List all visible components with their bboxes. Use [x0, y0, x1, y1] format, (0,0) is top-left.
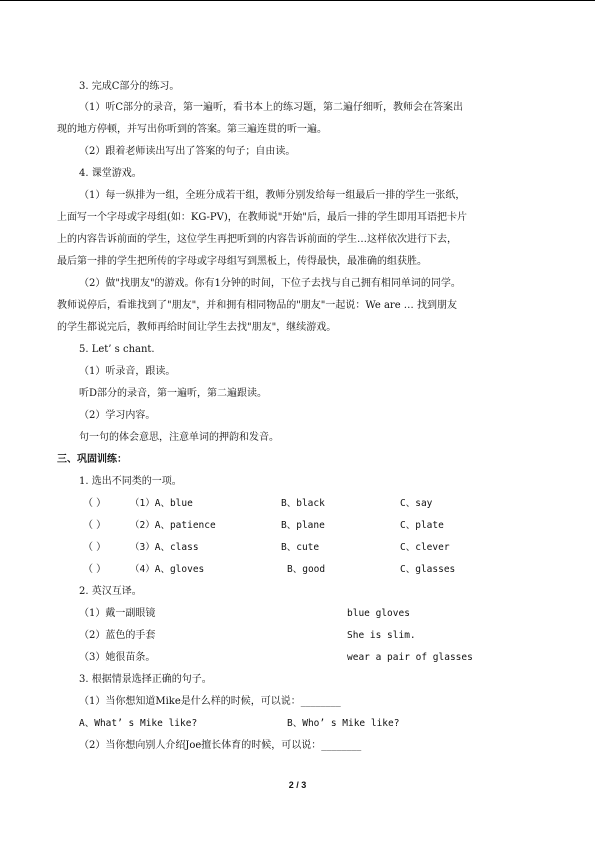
answer-blank[interactable]: （ ） [83, 542, 107, 553]
translate-right: blue gloves [347, 608, 410, 619]
option-c: C、say [400, 498, 433, 509]
page-number: 2 / 3 [288, 780, 307, 790]
option-c: C、clever [400, 542, 450, 553]
question-1-option-a: A、What’ s Mike like? [79, 718, 198, 729]
text-line: 教师说停后，看谁找到了"朋友"，并和拥有相同物品的"朋友"一起说：We are … 找到朋友 [57, 300, 457, 311]
section-heading: 三、巩固训练： [57, 454, 127, 465]
option-c: C、glasses [400, 564, 456, 575]
text-line: （1）每一纵排为一组，全班分成若干组，教师分别发给每一组最后一排的学生一张纸， [79, 190, 466, 201]
text-line: 1. 选出不同类的一项。 [79, 476, 182, 487]
text-line: 上的内容告诉前面的学生，这位学生再把听到的内容告诉前面的学生…这样依次进行下去， [57, 234, 457, 245]
text-line: （2）做"找朋友"的游戏。你有1分钟的时间，下位子去找与自己拥有相同单词的同学。 [79, 278, 461, 289]
question-1-option-b: B、Who’ s Mike like? [287, 718, 400, 729]
option-b: B、plane [281, 520, 325, 531]
text-line: （2）跟着老师读出写出了答案的句子；自由读。 [79, 146, 296, 157]
text-line: 3. 完成C部分的练习。 [79, 81, 180, 92]
option-b: B、cute [281, 542, 320, 553]
question-2: （2）当你想向别人介绍Joe擅长体育的时候，可以说：________ [79, 740, 362, 751]
text-line: 4. 课堂游戏。 [79, 168, 142, 179]
translate-right: wear a pair of glasses [347, 652, 473, 663]
text-line: （1）听录音，跟读。 [79, 366, 176, 377]
question-1: （1）当你想知道Mike是什么样的时候，可以说：________ [79, 696, 341, 707]
top-rule [0, 0, 595, 1]
text-line: （2）学习内容。 [79, 410, 156, 421]
option-a: （3）A、class [130, 542, 199, 553]
section-title: 2. 英汉互译。 [79, 586, 142, 597]
translate-left: （3）她很苗条。 [79, 652, 156, 663]
option-a: （4）A、gloves [130, 564, 205, 575]
text-line: 5. Let’ s chant. [79, 344, 155, 355]
option-a: （2）A、patience [130, 520, 216, 531]
text-line: 的学生都说完后，教师再给时间让学生去找"朋友"，继续游戏。 [57, 322, 337, 333]
section-title: 3. 根据情景选择正确的句子。 [79, 674, 212, 685]
text-line: （1）听C部分的录音，第一遍听，看书本上的练习题，第二遍仔细听，教师会在答案出 [79, 102, 464, 113]
translate-left: （1）戴一副眼镜 [79, 608, 156, 619]
text-line: 句一句的体会意思，注意单词的押韵和发音。 [79, 432, 279, 443]
text-line: 上面写一个字母或字母组(如：KG-PV)，在教师说"开始"后，最后一排的学生即用耳语把卡片 [57, 212, 467, 223]
translate-left: （2）蓝色的手套 [79, 630, 156, 641]
text-line: 最后第一排的学生把所传的字母或字母组写到黑板上，传得最快，最准确的组获胜。 [57, 256, 427, 267]
text-line: 现的地方停顿，并写出你听到的答案。第三遍连贯的听一遍。 [57, 124, 327, 135]
option-c: C、plate [400, 520, 444, 531]
text-line: 听D部分的录音，第一遍听，第二遍跟读。 [79, 388, 268, 399]
answer-blank[interactable]: （ ） [83, 498, 107, 509]
answer-blank[interactable]: （ ） [83, 520, 107, 531]
option-b: B、black [281, 498, 325, 509]
answer-blank[interactable]: （ ） [83, 564, 107, 575]
option-b: B、good [287, 564, 326, 575]
translate-right: She is slim. [347, 630, 416, 641]
option-a: （1）A、blue [130, 498, 193, 509]
